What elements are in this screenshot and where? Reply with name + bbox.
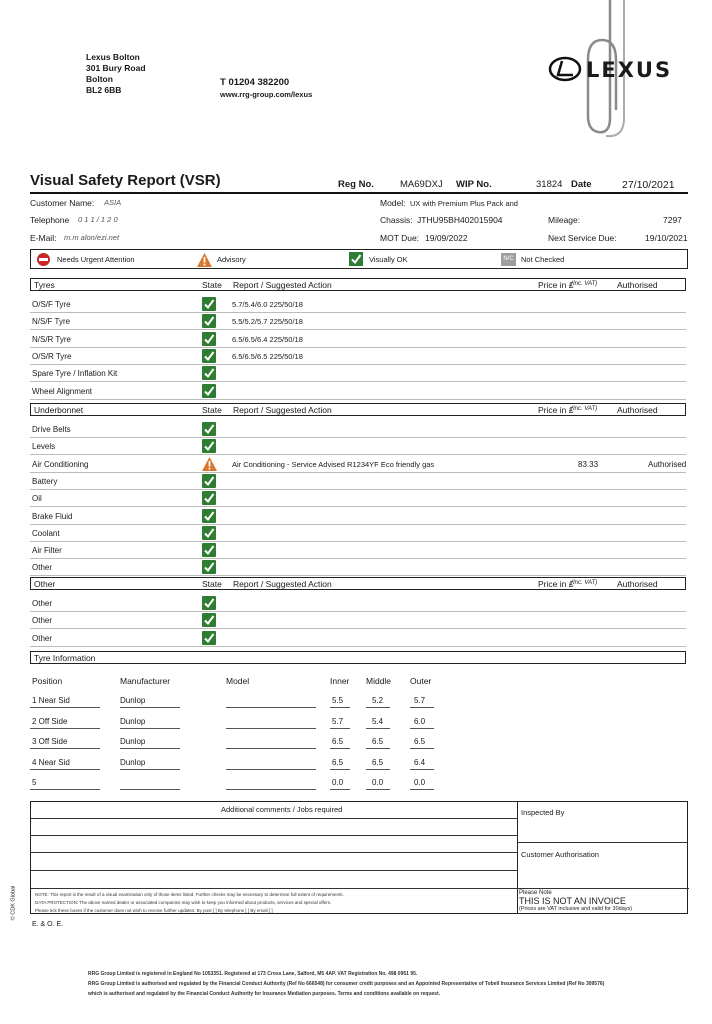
tyres-row [30, 348, 686, 365]
dealer-address-line1: 301 Bury Road [86, 63, 146, 73]
inspected-by-field[interactable] [519, 802, 687, 842]
tyres-row [30, 313, 686, 330]
item-label: N/S/F Tyre [32, 317, 71, 327]
tyre-inner-depth: 6.5 [332, 757, 344, 767]
tyre-position: 3 Off Side [32, 737, 68, 746]
suggested-action: 6.5/6.5/6.4 225/50/18 [232, 334, 303, 344]
suggested-action: 6.5/6.5/6.5 225/50/18 [232, 351, 303, 361]
item-label: Coolant [32, 528, 60, 538]
underbonnet-row [30, 542, 686, 559]
tyre-position: 2 Off Side [32, 716, 68, 726]
col-inner: Inner [330, 676, 350, 686]
tyre-middle-depth: 0.0 [372, 778, 384, 787]
note-data-protection: DATA PROTECTION: The above named dealer or associated companies may wish to keep you informed about products, services and special offers. [35, 900, 332, 905]
authorised-column-header: Authorised [617, 579, 658, 589]
reg-value: MA69DXJ [400, 179, 443, 190]
item-label: Wheel Alignment [32, 386, 93, 396]
legend-urgent: Needs Urgent Attention [57, 255, 135, 264]
price-column-header: Price in £ [538, 405, 574, 415]
customer-name-value: ASIA [104, 198, 122, 207]
visually-ok-check-icon [202, 526, 216, 540]
item-label: Drive Belts [32, 425, 71, 434]
tyre-inner-depth: 5.5 [332, 696, 344, 705]
customer-authorisation-field[interactable] [519, 844, 687, 884]
chassis-value: JTHU95BH402015904 [417, 215, 503, 225]
report-title: Visual Safety Report (VSR) [30, 172, 221, 189]
visually-ok-check-icon [202, 491, 216, 505]
underbonnet-row [30, 473, 686, 490]
urgent-icon [37, 253, 50, 266]
item-label: Other [32, 563, 53, 573]
tyre-outer-depth: 0.0 [414, 778, 426, 787]
tyre-position: 1 Near Sid [32, 696, 70, 705]
other-row [30, 595, 686, 612]
item-label: Other [32, 633, 53, 643]
state-column-header: State [202, 280, 222, 290]
item-label: Other [32, 599, 53, 608]
date-value: 27/10/2021 [622, 179, 675, 191]
visually-ok-check-icon [202, 439, 216, 453]
tyres-section-title: Tyres [34, 280, 55, 290]
underbonnet-row [30, 456, 686, 473]
tyre-inner-depth: 0.0 [332, 778, 344, 787]
lexus-wordmark: LEXUS [586, 58, 673, 82]
email-label: E-Mail: [30, 233, 57, 243]
visually-ok-check-icon [202, 297, 216, 311]
suggested-action: 5.7/5.4/6.0 225/50/18 [232, 300, 303, 309]
visually-ok-check-icon [202, 384, 216, 398]
title-rule [30, 192, 688, 194]
state-column-header: State [202, 405, 222, 415]
tyre-info-column-headers [30, 676, 450, 688]
dealer-address [86, 52, 146, 96]
email-value: m.m alon/ezi.net [64, 233, 120, 242]
underbonnet-row [30, 438, 686, 455]
prices-note: (Prices are VAT inclusive and valid for 30days) [519, 906, 633, 912]
inc-vat-note: (Inc. VAT) [571, 580, 598, 586]
next-service-label: Next Service Due: [548, 233, 617, 243]
copyright-vertical: © CDK Global [10, 885, 17, 921]
visually-ok-check-icon [202, 314, 216, 328]
customer-name-label: Customer Name: [30, 198, 95, 208]
underbonnet-section-header [30, 403, 686, 416]
other-section-title: Other [34, 579, 56, 589]
tyre-outer-depth: 6.5 [414, 737, 426, 746]
col-middle: Middle [366, 676, 392, 686]
item-label: Spare Tyre / Inflation Kit [32, 369, 118, 379]
price-column-header: Price in £ [538, 579, 574, 589]
tyre-manufacturer: Dunlop [120, 696, 146, 705]
note-preferences: Please tick these boxes if the customer does not wish to receive further updates: By post [ ] By telephone [ ] By email [ ] [35, 908, 273, 913]
visually-ok-check-icon [202, 596, 216, 610]
underbonnet-row [30, 559, 686, 576]
tyre-info-row [30, 714, 450, 730]
footer-line3: which is authorised and regulated by the Financial Conduct Authority for Insurance Mediation purposes. Terms and conditions available on request. [88, 991, 440, 997]
lexus-logo [548, 56, 684, 86]
tyres-row [30, 383, 686, 400]
invoice-note [519, 890, 687, 912]
legal-notes [35, 891, 515, 915]
col-position: Position [32, 676, 63, 686]
reg-label: Reg No. [338, 179, 374, 190]
underbonnet-row [30, 508, 686, 525]
dealer-address-line2: Bolton [86, 74, 113, 84]
telephone-value: 0 1 1 / 1 2 0 [78, 215, 118, 224]
mot-value: 19/09/2022 [425, 233, 468, 243]
comments-label: Additional comments / Jobs required [221, 805, 343, 814]
other-row [30, 630, 686, 647]
col-outer: Outer [410, 676, 432, 686]
date-label: Date [571, 179, 592, 190]
other-section-header [30, 577, 686, 590]
tyre-info-row [30, 734, 450, 750]
eoe-label: E. & O. E. [32, 921, 64, 928]
next-service-value: 19/10/2021 [645, 233, 688, 243]
model-value: UX with Premium Plus Pack and [410, 199, 518, 208]
item-label: N/S/R Tyre [32, 334, 71, 344]
not-an-invoice: THIS IS NOT AN INVOICE [519, 896, 626, 906]
item-label: Levels [32, 442, 56, 452]
price-column-header: Price in £ [538, 280, 574, 290]
item-label: Air Filter [32, 546, 62, 556]
underbonnet-row [30, 421, 686, 438]
not-checked-badge: N/C [501, 253, 516, 266]
item-label: Other [32, 616, 53, 626]
check-icon [349, 252, 363, 266]
tyre-info-row [30, 755, 450, 771]
tyre-outer-depth: 5.7 [414, 696, 426, 705]
tyre-position: 5 [32, 778, 37, 787]
tyre-position: 4 Near Sid [32, 757, 70, 767]
legend-not-checked: Not Checked [521, 255, 565, 264]
dealer-phone: T 01204 382200 [220, 77, 290, 88]
footer-line1: RRG Group Limited is registered in England No 1053351. Registered at 173 Cross Lane, Salford, M5 4AP. VAT Registration No. 498 0951 95. [88, 971, 418, 977]
item-label: Oil [32, 494, 42, 504]
item-label: O/S/F Tyre [32, 300, 71, 309]
other-row [30, 612, 686, 629]
tyres-row [30, 365, 686, 382]
price-value: 83.33 [578, 459, 599, 469]
tyre-info-header [30, 651, 686, 664]
mileage-value: 7297 [663, 215, 682, 225]
authorised-value: Authorised [648, 459, 687, 469]
tyres-row [30, 296, 686, 313]
authorised-column-header: Authorised [617, 405, 658, 415]
visually-ok-check-icon [202, 543, 216, 557]
visually-ok-check-icon [202, 422, 216, 436]
item-label: Battery [32, 476, 58, 486]
item-label: O/S/R Tyre [32, 351, 72, 361]
legend-ok: Visually OK [369, 255, 408, 264]
visually-ok-check-icon [202, 509, 216, 523]
tyre-outer-depth: 6.4 [414, 757, 426, 767]
tyre-info-title: Tyre Information [34, 653, 96, 663]
tyre-manufacturer: Dunlop [120, 757, 146, 767]
footer-legal [88, 969, 648, 999]
model-label: Model: [380, 198, 406, 208]
visually-ok-check-icon [202, 349, 216, 363]
tyre-inner-depth: 5.7 [332, 716, 344, 726]
wip-value: 31824 [536, 179, 563, 190]
tyre-manufacturer: Dunlop [120, 737, 146, 746]
tyre-middle-depth: 5.4 [372, 716, 384, 726]
tyre-middle-depth: 6.5 [372, 737, 384, 746]
visually-ok-check-icon [202, 613, 216, 627]
authorised-column-header: Authorised [617, 280, 658, 290]
visually-ok-check-icon [202, 631, 216, 645]
report-column-header: Report / Suggested Action [233, 405, 332, 415]
item-label: Air Conditioning [32, 459, 89, 469]
legend-advisory: Advisory [217, 255, 246, 264]
please-note-label: Please Note [519, 890, 552, 896]
visually-ok-check-icon [202, 332, 216, 346]
dealer-name: Lexus Bolton [86, 52, 140, 62]
tyre-info-row [30, 693, 450, 709]
note-visual-examination: NOTE: This report is the result of a visual examination only of those items listed. Further checks may be necessary to determine full extent of requirements. [35, 892, 344, 897]
inspected-by-label: Inspected By [521, 808, 565, 817]
col-manufacturer: Manufacturer [120, 676, 171, 686]
visually-ok-check-icon [202, 366, 216, 380]
visually-ok-check-icon [202, 474, 216, 488]
footer-line2: RRG Group Limited is authorised and regulated by the Financial Conduct Authority (Ref No 666548) for consumer credit purposes and an Appointed Representative of Tobell Insurance Services Limited (Ref No 309576) [88, 981, 605, 987]
legend-bar [30, 249, 688, 269]
advisory-icon [197, 253, 212, 267]
tyres-section-header [30, 278, 686, 291]
customer-authorisation-label: Customer Authorisation [521, 850, 599, 859]
tyre-middle-depth: 5.2 [372, 696, 384, 705]
tyre-manufacturer: Dunlop [120, 716, 146, 726]
visually-ok-check-icon [202, 560, 216, 574]
report-column-header: Report / Suggested Action [233, 280, 332, 290]
suggested-action: 5.5/5.2/5.7 225/50/18 [232, 317, 303, 327]
report-column-header: Report / Suggested Action [233, 579, 332, 589]
mileage-label: Mileage: [548, 215, 581, 225]
tyres-row [30, 331, 686, 348]
inc-vat-note: (Inc. VAT) [571, 406, 598, 412]
dealer-website: www.rrg-group.com/lexus [220, 90, 313, 99]
underbonnet-row [30, 525, 686, 542]
chassis-label: Chassis: [380, 215, 413, 225]
suggested-action: Air Conditioning - Service Advised R1234YF Eco friendly gas [232, 459, 435, 469]
item-label: Brake Fluid [32, 511, 73, 521]
tyre-outer-depth: 6.0 [414, 716, 426, 726]
wip-label: WIP No. [456, 179, 492, 190]
tyre-middle-depth: 6.5 [372, 757, 384, 767]
state-column-header: State [202, 579, 222, 589]
underbonnet-section-title: Underbonnet [34, 405, 84, 415]
comments-box [30, 801, 688, 914]
mot-label: MOT Due: [380, 233, 420, 243]
advisory-warning-icon [202, 457, 217, 473]
inc-vat-note: (Inc. VAT) [571, 281, 598, 287]
tyre-info-row [30, 775, 450, 791]
underbonnet-row [30, 490, 686, 507]
telephone-label: Telephone [30, 215, 70, 225]
dealer-postcode: BL2 6BB [86, 85, 122, 95]
lexus-emblem-icon [548, 56, 582, 82]
col-model: Model [226, 676, 250, 686]
tyre-inner-depth: 6.5 [332, 737, 344, 746]
